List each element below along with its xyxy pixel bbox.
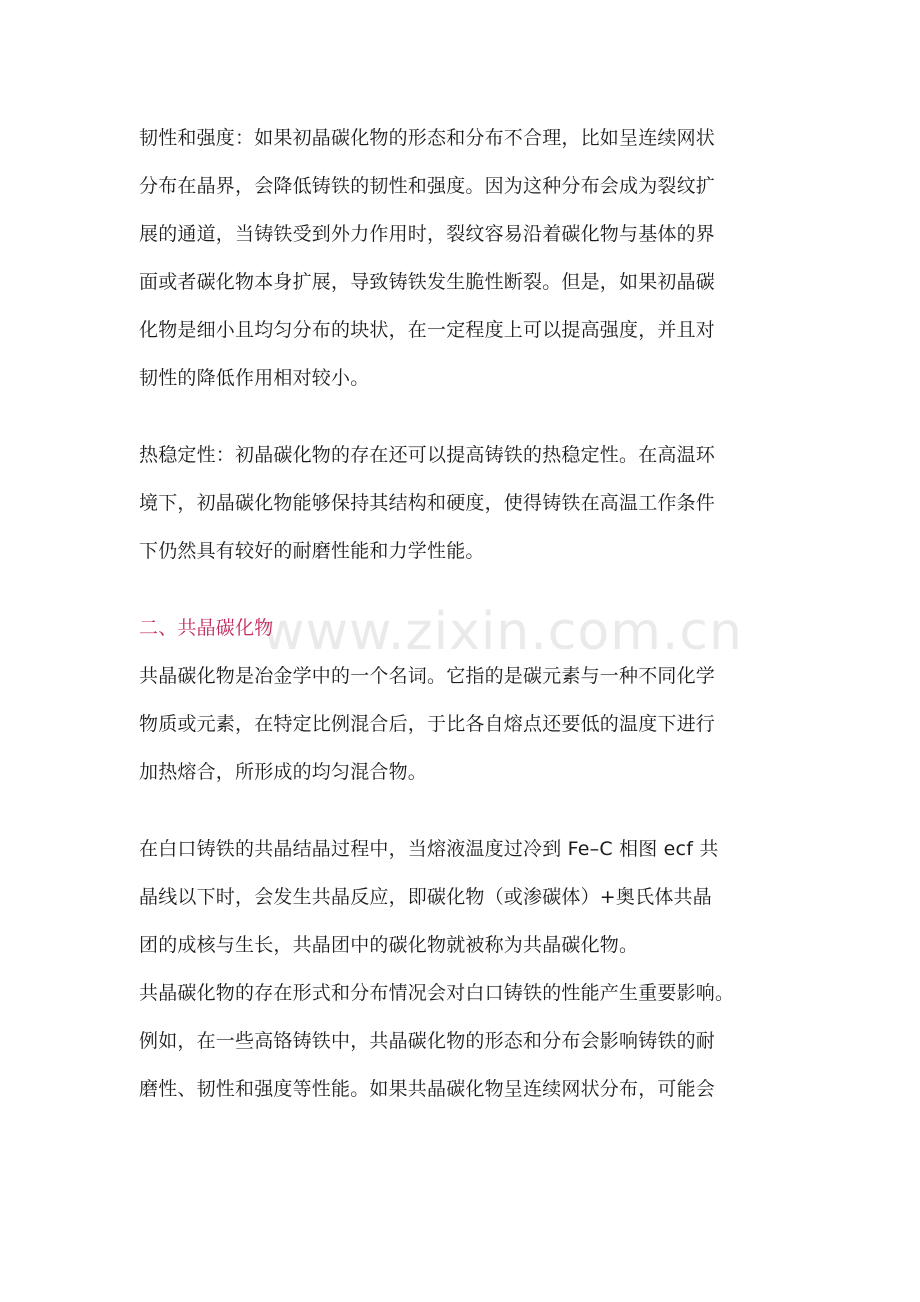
section-heading: 二、共晶碳化物 (139, 617, 274, 639)
text-line: 团的成核与生长，共晶团中的碳化物就被称为共晶碳化物。 (139, 934, 639, 956)
text-line: 在白口铸铁的共晶结晶过程中，当熔液温度过冷到 Fe–C 相图 ecf 共 (139, 838, 719, 860)
text-line: 展的通道，当铸铁受到外力作用时，裂纹容易沿着碳化物与基体的界 (139, 223, 716, 245)
text-line: 共晶碳化物是冶金学中的一个名词。它指的是碳元素与一种不同化学 (139, 665, 716, 687)
text-line: 热稳定性：初晶碳化物的存在还可以提高铸铁的热稳定性。在高温环 (139, 444, 716, 466)
text-line: 面或者碳化物本身扩展，导致铸铁发生脆性断裂。但是，如果初晶碳 (139, 271, 716, 293)
text-line: 磨性、韧性和强度等性能。如果共晶碳化物呈连续网状分布，可能会 (139, 1078, 716, 1100)
text-line: 化物是细小且均匀分布的块状，在一定程度上可以提高强度，并且对 (139, 319, 716, 341)
text-line: 韧性和强度：如果初晶碳化物的形态和分布不合理，比如呈连续网状 (139, 127, 716, 149)
text-line: 共晶碳化物的存在形式和分布情况会对白口铸铁的性能产生重要影响。 (139, 982, 735, 1004)
text-line: 例如，在一些高铬铸铁中，共晶碳化物的形态和分布会影响铸铁的耐 (139, 1030, 716, 1052)
text-line: 境下，初晶碳化物能够保持其结构和硬度，使得铸铁在高温工作条件 (139, 492, 716, 514)
text-line: 物质或元素，在特定比例混合后，于比各自熔点还要低的温度下进行 (139, 713, 716, 735)
text-line: 分布在晶界，会降低铸铁的韧性和强度。因为这种分布会成为裂纹扩 (139, 175, 716, 197)
text-line: 韧性的降低作用相对较小。 (139, 367, 370, 389)
watermark: www.zixin.com.cn (262, 602, 743, 662)
text-line: 下仍然具有较好的耐磨性能和力学性能。 (139, 540, 485, 562)
text-line: 加热熔合，所形成的均匀混合物。 (139, 761, 428, 783)
text-line: 晶线以下时，会发生共晶反应，即碳化物（或渗碳体）+奥氏体共晶 (139, 886, 712, 908)
